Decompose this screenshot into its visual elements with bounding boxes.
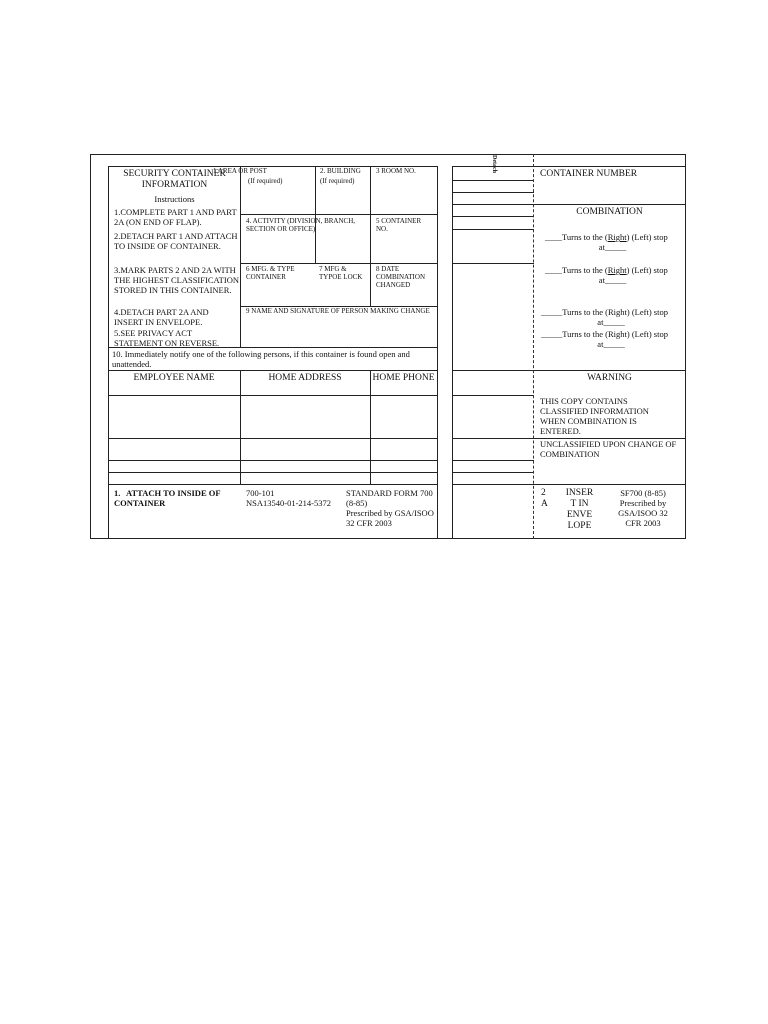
rule <box>108 460 437 461</box>
footer-attach-number: 1. <box>114 488 121 498</box>
rule <box>108 438 437 439</box>
rule <box>452 180 534 181</box>
instruction-5: 5.SEE PRIVACY ACT STATEMENT ON REVERSE. <box>114 328 220 348</box>
rule <box>108 370 437 371</box>
rule <box>108 484 437 485</box>
combination-step-4-at: at_____ <box>597 339 625 349</box>
field-area-or-post-sub: (If required) <box>248 177 283 185</box>
field-room-no-label: 3 ROOM NO. <box>376 167 416 175</box>
field-mfg-container-label: 6 MFG. & TYPE CONTAINER <box>246 265 295 281</box>
frame-left <box>90 154 91 539</box>
form-title: SECURITY CONTAINER INFORMATION <box>123 169 226 190</box>
col-home-phone: HOME PHONE <box>372 373 435 383</box>
rule <box>240 370 241 484</box>
notify-statement: 10. Immediately notify one of the following persons, if this container is found open and unattended. <box>112 349 410 369</box>
rule <box>452 166 685 167</box>
combination-heading: COMBINATION <box>576 207 643 217</box>
rule <box>452 484 685 485</box>
rule <box>437 166 438 539</box>
at-label: at <box>598 242 605 252</box>
combination-step-2: ____Turns to the (Right) (Left) stop <box>545 265 668 275</box>
rule <box>452 192 534 193</box>
frame-top <box>90 154 685 155</box>
combination-step-4: _____Turns to the (Right) (Left) stop <box>541 329 668 339</box>
col-home-address: HOME ADDRESS <box>268 373 342 383</box>
rule <box>108 472 437 473</box>
instruction-4: 4.DETACH PART 2A AND INSERT IN ENVELOPE. <box>114 307 209 327</box>
combination-step-1-at: at_____ <box>598 242 627 252</box>
rule <box>240 263 437 264</box>
turns-text: ) (Left) stop <box>626 232 668 242</box>
rule <box>240 166 241 347</box>
instruction-1: 1.COMPLETE PART 1 AND PART 2A (ON END OF FLAP). <box>114 207 237 227</box>
instruction-3: 3.MARK PARTS 2 AND 2A WITH THE HIGHEST CLASSIFICATION STORED IN THIS CONTAINER. <box>114 265 239 295</box>
instruction-2: 2.DETACH PART 1 AND ATTACH TO INSIDE OF CONTAINER. <box>114 231 238 251</box>
combination-step-1: ____Turns to the (Right) (Left) stop <box>545 232 668 242</box>
part2-standard-form: SF700 (8-85) Prescribed by GSA/ISOO 32 CFR 2003 <box>618 488 668 528</box>
field-building-label: 2. BUILDING <box>320 167 361 175</box>
combination-step-3: _____Turns to the (Right) (Left) stop <box>541 307 668 317</box>
footer-attach-instruction: ATTACH TO INSIDE OF CONTAINER <box>114 488 221 508</box>
at-label: at <box>597 339 604 349</box>
turns-right: Right <box>607 232 627 242</box>
warning-heading: WARNING <box>587 373 632 383</box>
detach-label: Detach <box>491 155 497 173</box>
rule <box>108 395 437 396</box>
rule <box>452 460 534 461</box>
field-container-no-label: 5 CONTAINER NO. <box>376 217 422 233</box>
turns-text: ) (Left) stop <box>626 265 668 275</box>
frame-right <box>685 154 686 539</box>
rule <box>370 166 371 306</box>
turns-text: Turns to the ( <box>562 232 608 242</box>
rule <box>452 229 534 230</box>
rule <box>452 263 534 264</box>
field-building-sub: (If required) <box>320 177 355 185</box>
at-label: at <box>598 275 605 285</box>
rule <box>452 395 534 396</box>
rule <box>452 370 685 371</box>
frame-bottom <box>90 538 685 539</box>
field-area-or-post-label: 1 AREA OR POST <box>213 167 267 175</box>
field-name-signature-label: 9 NAME AND SIGNATURE OF PERSON MAKING CHANGE <box>246 307 430 315</box>
warning-text: THIS COPY CONTAINS CLASSIFIED INFORMATION WHEN COMBINATION IS ENTERED. <box>540 396 649 436</box>
field-mfg-lock-label: 7 MFG & TYPOE LOCK <box>319 265 363 281</box>
field-date-changed-label: 8 DATE COMBINATION CHANGED <box>376 265 425 289</box>
unclassified-text: UNCLASSIFIED UPON CHANGE OF COMBINATION <box>540 439 677 459</box>
turns-text: Turns to the (Right) (Left) stop <box>562 307 668 317</box>
container-number-label: CONTAINER NUMBER <box>540 169 638 179</box>
footer-standard-form: STANDARD FORM 700 (8-85) Prescribed by GSA/ISOO 32 CFR 2003 <box>346 488 434 528</box>
combination-step-3-at: at_____ <box>597 317 625 327</box>
rule <box>452 216 534 217</box>
insert-in-envelope: INSER T IN ENVE LOPE <box>565 488 594 531</box>
rule <box>240 214 437 215</box>
footer-form-codes: 700-101 NSA13540-01-214-5372 <box>246 488 331 508</box>
instructions-heading: Instructions <box>154 194 195 204</box>
rule <box>370 370 371 484</box>
field-activity-label: 4. ACTIVITY (DIVISION, BRANCH, SECTION OR OFFICE) <box>246 217 356 233</box>
col-employee-name: EMPLOYEE NAME <box>133 373 215 383</box>
rule <box>452 472 534 473</box>
part2a-label: 2 A <box>541 488 548 509</box>
turns-text: Turns to the ( <box>562 265 608 275</box>
rule <box>452 204 685 205</box>
turns-right: Right <box>607 265 627 275</box>
turns-text: Turns to the (Right) (Left) stop <box>562 329 668 339</box>
at-label: at <box>597 317 604 327</box>
combination-step-2-at: at_____ <box>598 275 627 285</box>
